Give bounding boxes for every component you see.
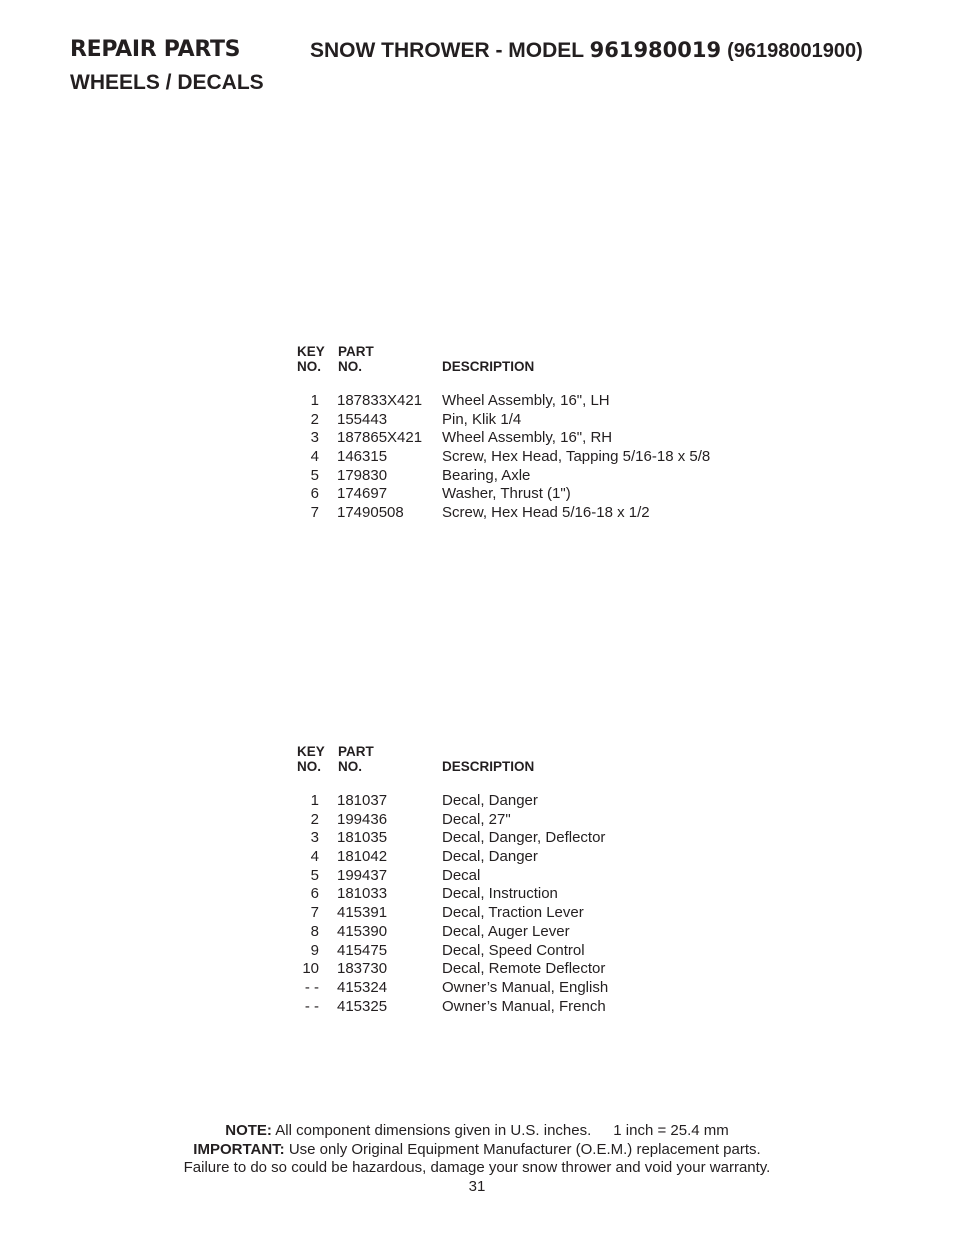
description: Decal, Traction Lever: [442, 904, 584, 922]
key-no: 2: [310, 810, 319, 828]
description: Decal, Danger, Deflector: [442, 829, 606, 847]
description: Pin, Klik 1/4: [442, 410, 522, 428]
part-no: 199437: [337, 866, 388, 884]
key-no: 7: [310, 504, 319, 522]
key-no: - -: [304, 978, 319, 996]
key-no: 4: [310, 448, 319, 466]
part-no-header: [338, 344, 374, 374]
note-line: [0, 1122, 954, 1141]
part-no: 181042: [337, 848, 388, 866]
description: Washer, Thrust (1"): [442, 485, 571, 503]
key-no-header: [297, 344, 325, 374]
section-title: REPAIR PARTS: [70, 37, 241, 62]
description-header: DESCRIPTION: [442, 359, 535, 374]
note-text: All component dimensions given in U.S. inches.: [275, 1122, 592, 1139]
key-no: 1: [310, 392, 319, 409]
key-header-line2: NO.: [297, 359, 322, 374]
part-no: 183730: [337, 960, 388, 978]
part-no: 415475: [337, 941, 388, 959]
part-no: 179830: [337, 466, 388, 484]
page-subtitle: WHEELS / DECALS: [70, 71, 264, 94]
part-no: 146315: [337, 448, 388, 466]
conversion-text: 1 inch = 25.4 mm: [613, 1122, 729, 1139]
part-header-line2: NO.: [338, 759, 363, 774]
key-no: 9: [310, 941, 319, 959]
key-no: 3: [310, 429, 319, 447]
part-no: 199436: [337, 810, 388, 828]
key-no-header: [297, 744, 325, 774]
key-no: 6: [310, 485, 319, 503]
warning-line: Failure to do so could be hazardous, damage your snow thrower and void your warranty.: [183, 1159, 771, 1176]
part-no: 17490508: [337, 504, 404, 522]
description: Decal: [442, 866, 481, 884]
model-title: [310, 38, 863, 63]
description-header: DESCRIPTION: [442, 759, 535, 774]
part-no: 181033: [337, 885, 388, 903]
description: Screw, Hex Head, Tapping 5/16-18 x 5/8: [442, 448, 711, 466]
description: Bearing, Axle: [442, 466, 531, 484]
description: Decal, 27": [442, 810, 511, 828]
description: Decal, Auger Lever: [442, 922, 570, 940]
key-no: 2: [310, 410, 319, 428]
part-no: 187865X421: [337, 429, 423, 447]
important-label: IMPORTANT:: [193, 1140, 285, 1158]
model-code: (96198001900): [727, 40, 863, 62]
key-no: - -: [304, 997, 319, 1015]
description: Decal, Danger: [442, 848, 538, 866]
part-no: 415325: [337, 997, 388, 1015]
key-no: 5: [310, 866, 319, 884]
key-no: 4: [310, 848, 319, 866]
key-no: 5: [310, 466, 319, 484]
key-no: 1: [310, 792, 319, 809]
part-header-line1: PART: [338, 344, 374, 359]
description: Owner’s Manual, English: [442, 978, 609, 996]
part-header-line1: PART: [338, 744, 374, 759]
part-no: 187833X421: [337, 392, 423, 409]
key-no: 8: [310, 922, 319, 940]
description: Decal, Danger: [442, 792, 538, 809]
part-no: 415324: [337, 978, 388, 996]
key-header-line2: NO.: [297, 759, 322, 774]
important-line: [0, 1141, 954, 1160]
description: Wheel Assembly, 16", RH: [442, 429, 613, 447]
key-header-line1: KEY: [297, 344, 325, 359]
description: Decal, Speed Control: [442, 941, 585, 959]
part-header-line2: NO.: [338, 359, 363, 374]
part-no: 181035: [337, 829, 388, 847]
model-number: 961980019: [589, 38, 722, 62]
page-number: 31: [468, 1177, 486, 1195]
page-footer: [0, 1122, 954, 1196]
part-no: 415391: [337, 904, 388, 922]
key-no: 3: [310, 829, 319, 847]
key-no: 10: [302, 960, 319, 978]
key-header-line1: KEY: [297, 744, 325, 759]
part-no-header: [338, 744, 374, 774]
important-text: Use only Original Equipment Manufacturer (O.E.M.) replacement parts.: [288, 1140, 761, 1158]
description: Decal, Remote Deflector: [442, 960, 606, 978]
part-no: 155443: [337, 410, 388, 428]
part-no: 181037: [337, 792, 388, 809]
description: Owner’s Manual, French: [442, 997, 606, 1015]
key-no: 7: [310, 904, 319, 922]
part-no: 174697: [337, 485, 388, 503]
model-prefix: SNOW THROWER - MODEL: [310, 39, 584, 62]
description: Screw, Hex Head 5/16-18 x 1/2: [442, 504, 650, 522]
part-no: 415390: [337, 922, 388, 940]
description: Wheel Assembly, 16", LH: [442, 392, 610, 409]
key-no: 6: [310, 885, 319, 903]
note-label: NOTE:: [225, 1122, 272, 1139]
description: Decal, Instruction: [442, 885, 558, 903]
